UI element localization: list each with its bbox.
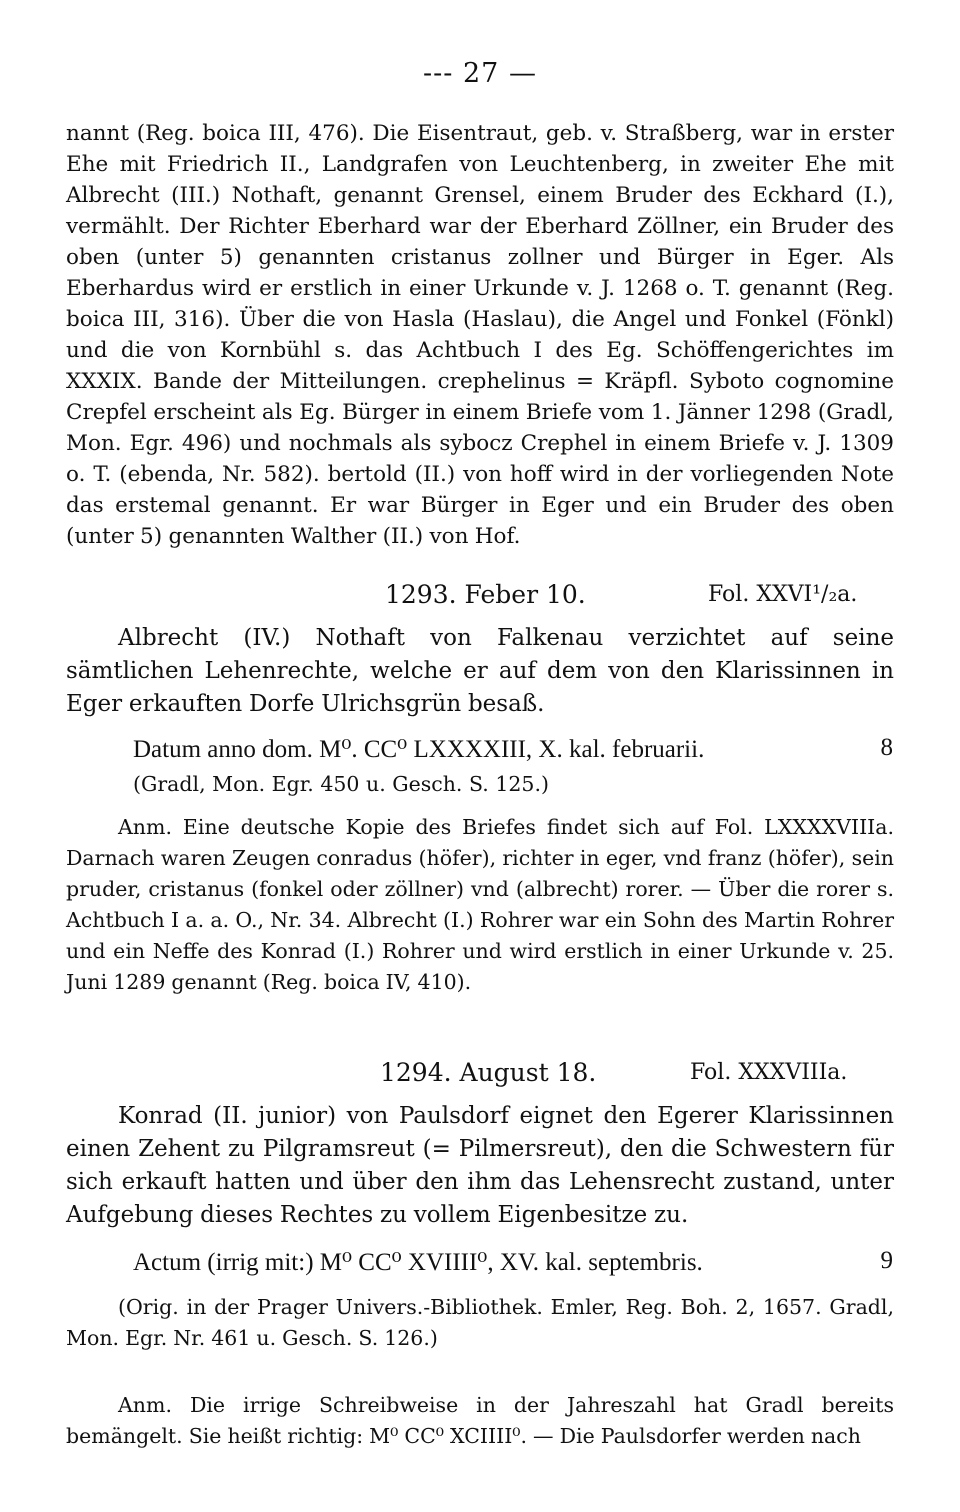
entry-9-number: 9: [880, 1247, 893, 1274]
entry-8-note-block: [66, 812, 894, 998]
entry-9-note: Anm. Die irrige Schreibweise in der Jahreszahl hat Gradl bereits bemängelt. Sie heißt richtig: M⁰ CC⁰ XCIIII⁰. — Die Paulsdorfer werden nach: [66, 1393, 894, 1448]
entry-9-summary: Konrad (II. junior) von Paulsdorf eignet den Egerer Klarissinnen einen Zehent zu Pilgramsreut (= Pilmersreut), den die Schwestern für sich erkauft hatten und über den ihm das Lehensrecht zustand, unter Aufgebung dieses Rechtes zu vollem Eigenbesitze zu.: [66, 1103, 894, 1228]
entry-8-number: 8: [880, 734, 893, 761]
entry-8-folio: Fol. XXVI¹/₂a.: [708, 582, 858, 607]
entry-9-source: (Orig. in der Prager Univers.-Bibliothek. Emler, Reg. Boh. 2, 1657. Gradl, Mon. Egr. Nr. 461 u. Gesch. S. 126.): [66, 1295, 894, 1350]
entry-9-latin: Actum (irrig mit:) M⁰ CC⁰ XVIIII⁰, XV. kal. septembris.: [133, 1249, 703, 1276]
entry-9-source-block: [66, 1292, 894, 1354]
entry-9-note-block: [66, 1390, 894, 1452]
entry-9-latin-line: [133, 1247, 893, 1277]
entry-8-note: Anm. Eine deutsche Kopie des Briefes findet sich auf Fol. LXXXXVIIIa. Darnach waren Zeugen conradus (höfer), richter in eger, vnd franz (höfer), sein pruder, cristanus (fonkel oder zöllner) vnd (albrecht) rorer. — Über die rorer s. Achtbuch I a. a. O., Nr. 34. Albrecht (I.) Rohrer war ein Sohn des Martin Rohrer und ein Neffe des Konrad (I.) Rohrer und wird erstlich in einer Urkunde v. 25. Juni 1289 genannt (Reg. boica IV, 410).: [66, 815, 894, 994]
entry-9-summary-block: [66, 1100, 894, 1232]
entry-8-date: 1293. Feber 10.: [385, 580, 586, 609]
entry-8-summary: Albrecht (IV.) Nothaft von Falkenau verzichtet auf seine sämtlichen Lehenrechte, welche er auf dem von den Klarissinnen in Eger erkauften Dorfe Ulrichsgrün besaß.: [66, 625, 894, 717]
entry-9-date: 1294. August 18.: [380, 1058, 597, 1087]
continuation-text: nannt (Reg. boica III, 476). Die Eisentraut, geb. v. Straßberg, war in erster Ehe mit Friedrich II., Landgrafen von Leuchtenberg, in zweiter Ehe mit Albrecht (III.) Nothaft, genannt Grensel, einem Bruder des Eckhard (I.), vermählt. Der Richter Eberhard war der Eberhard Zöllner, ein Bruder des oben (unter 5) genannten cristanus zollner und Bürger in Eger. Als Eberhardus wird er erstlich in einer Urkunde v. J. 1268 o. T. genannt (Reg. boica III, 316). Über die von Hasla (Haslau), die Angel und Fonkel (Fönkl) und die von Kornbühl s. das Achtbuch I des Eg. Schöffengerichtes im XXXIX. Bande der Mitteilungen. crephelinus = Kräpfl. Syboto cognomine Crepfel erscheint als Eg. Bürger in einem Briefe vom 1. Jänner 1298 (Gradl, Mon. Egr. 496) und nochmals als sybocz Crephel in einem Briefe v. J. 1309 o. T. (ebenda, Nr. 582). bertold (II.) von hoff wird in der vorliegenden Note das erstemal genannt. Er war Bürger in Eger und ein Bruder des oben (unter 5) genannten Walther (II.) von Hof.: [66, 121, 894, 549]
entry-8-source: (Gradl, Mon. Egr. 450 u. Gesch. S. 125.): [133, 772, 549, 796]
entry-8-latin: Datum anno dom. M⁰. CC⁰ LXXXXIII, X. kal. februarii.: [133, 736, 705, 763]
continuation-note: [66, 118, 894, 552]
entry-8-latin-line: [133, 734, 893, 764]
page-number: --- 27 —: [423, 58, 537, 89]
entry-9-folio: Fol. XXXVIIIa.: [690, 1060, 848, 1085]
entry-8-summary-block: [66, 622, 894, 721]
